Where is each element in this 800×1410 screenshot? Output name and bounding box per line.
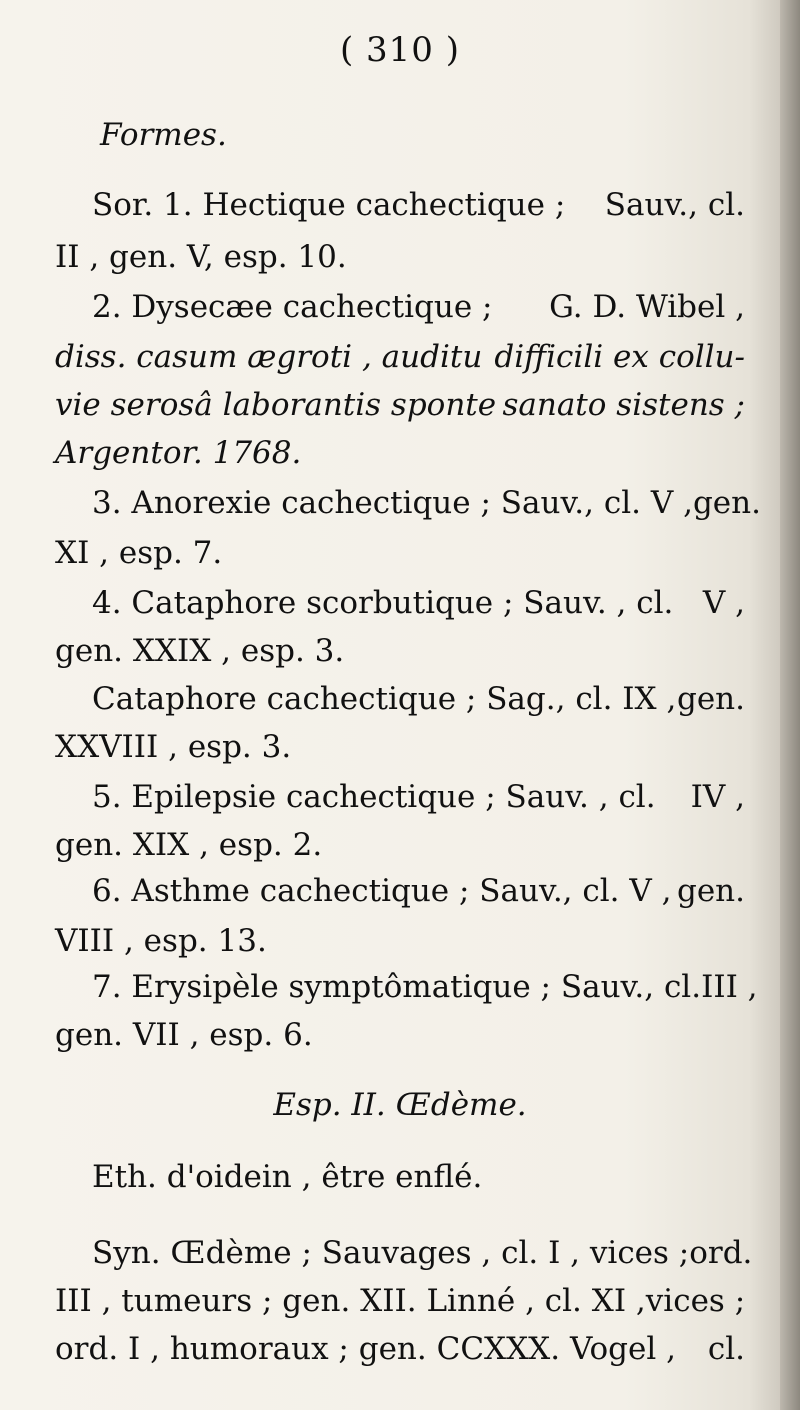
text-segment: III , tumeurs ; gen. XII. Linné , cl. XI , — [55, 1283, 646, 1319]
text-segment: sanato sistens ; — [502, 387, 745, 423]
section-heading-oedeme: Esp. II. Œdème. — [273, 1087, 527, 1123]
page-edge — [780, 0, 800, 1410]
text-segment: III , — [701, 969, 758, 1005]
text-segment: 3. Anorexie cachectique ; Sauv., cl. V , — [92, 485, 693, 521]
text-segment: Cataphore cachectique ; Sag., cl. IX , — [92, 681, 677, 717]
text-segment: gen. — [676, 681, 745, 717]
text-line-etymology: Eth. d'oidein , être enflé. — [92, 1159, 483, 1195]
text-segment: difficili ex collu- — [494, 339, 745, 375]
text-line: XI , esp. 7. — [55, 535, 223, 571]
text-line — [92, 772, 745, 822]
text-line — [92, 282, 745, 332]
text-segment: Syn. Œdème ; Sauvages , cl. I , vices ; — [92, 1235, 690, 1271]
text-segment: gen. — [676, 873, 745, 909]
text-segment: ord. I , humoraux ; gen. CCXXX. Vogel , — [55, 1331, 676, 1367]
text-line: II , gen. V, esp. 10. — [55, 239, 347, 275]
text-line — [92, 674, 745, 724]
text-segment: 7. Erysipèle symptômatique ; Sauv., cl. — [92, 969, 702, 1005]
text-segment: 4. Cataphore scorbutique ; Sauv. , cl. — [92, 585, 674, 621]
text-segment: cl. — [707, 1331, 745, 1367]
text-segment: 2. Dysecæe cachectique ; — [92, 289, 493, 325]
text-segment: diss. casum ægroti , auditu — [55, 339, 483, 375]
text-line — [55, 1324, 745, 1374]
text-segment: vices ; — [645, 1283, 746, 1319]
text-line — [92, 478, 761, 528]
text-segment: ord. — [689, 1235, 753, 1271]
text-segment: V , — [702, 585, 745, 621]
text-line: gen. XXIX , esp. 3. — [55, 633, 345, 669]
text-line — [55, 380, 745, 430]
text-line — [92, 1228, 753, 1278]
text-line: Argentor. 1768. — [55, 435, 302, 471]
text-segment: Sauv., cl. — [604, 187, 745, 223]
text-line: gen. XIX , esp. 2. — [55, 827, 323, 863]
text-line: XXVIII , esp. 3. — [55, 729, 292, 765]
page-number: ( 310 ) — [339, 30, 461, 70]
text-line: gen. VII , esp. 6. — [55, 1017, 313, 1053]
text-segment: 6. Asthme cachectique ; Sauv., cl. V , — [92, 873, 672, 909]
text-segment: IV , — [690, 779, 745, 815]
text-segment: Sor. 1. Hectique cachectique ; — [92, 187, 566, 223]
section-heading-formes: Formes. — [100, 117, 227, 153]
text-line — [92, 962, 758, 1012]
text-line — [55, 1276, 745, 1326]
text-line — [92, 180, 745, 230]
text-segment: 5. Epilepsie cachectique ; Sauv. , cl. — [92, 779, 656, 815]
text-segment: vie serosâ laborantis sponte — [55, 387, 497, 423]
text-line — [55, 332, 745, 382]
text-line — [92, 866, 745, 916]
text-segment: G. D. Wibel , — [549, 289, 745, 325]
text-segment: gen. — [692, 485, 761, 521]
text-line: VIII , esp. 13. — [55, 923, 267, 959]
text-line — [92, 578, 745, 628]
